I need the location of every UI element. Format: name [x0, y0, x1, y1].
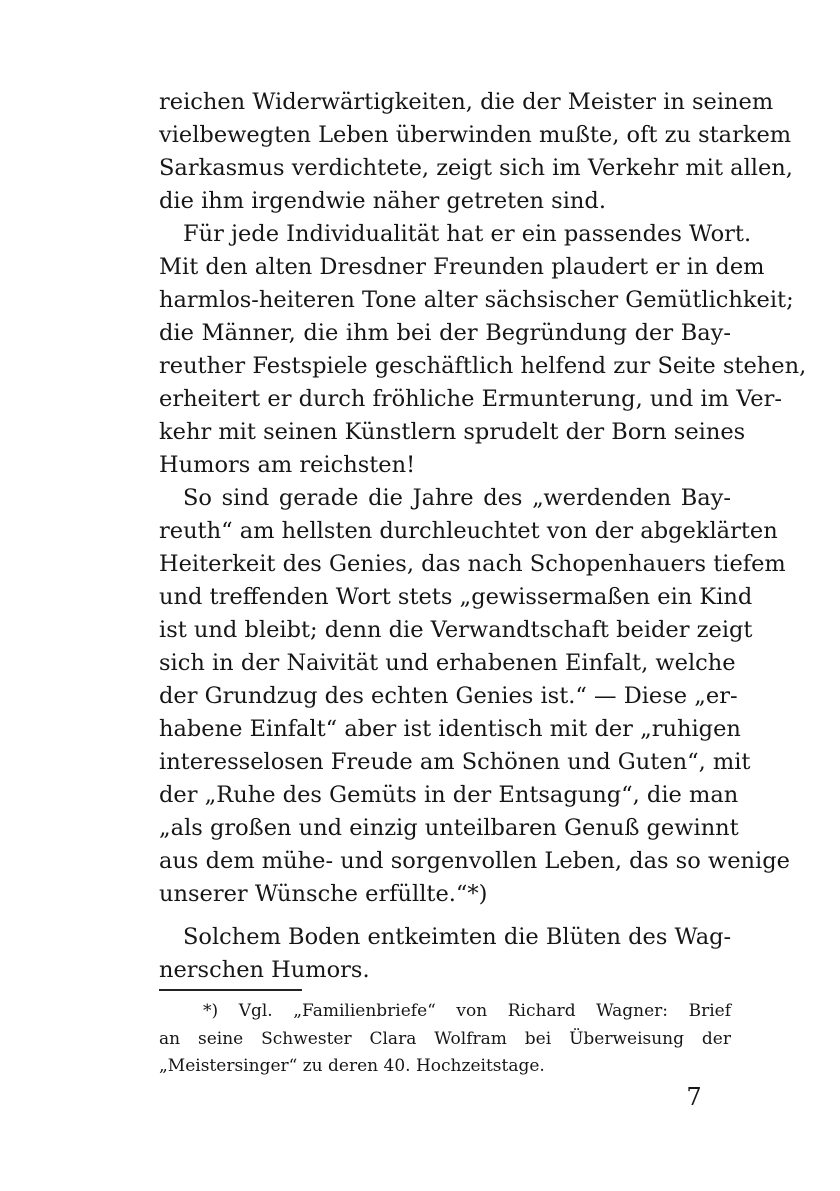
text-line: reichen Widerwärtigkeiten, die der Meister in seinem: [159, 89, 774, 115]
text-line: vielbewegten Leben überwinden mußte, oft zu starkem: [159, 122, 792, 148]
text-line: und treffenden Wort stets „gewissermaßen ein Kind: [159, 584, 753, 610]
text-line: harmlos-heiteren Tone alter sächsischer Gemütlichkeit;: [159, 287, 794, 313]
text-line: Solchem Boden entkeimten die Blüten des Wag-: [183, 924, 732, 950]
text-line: der Grundzug des echten Genies ist.“ — Diese „er-: [159, 683, 738, 709]
text-line: „als großen und einzig unteilbaren Genuß gewinnt: [159, 815, 739, 841]
text-line: Humors am reichsten!: [159, 452, 416, 478]
text-line: ist und bleibt; denn die Verwandtschaft beider zeigt: [159, 617, 753, 643]
text-line: sich in der Naivität und erhabenen Einfalt, welche: [159, 650, 736, 676]
text-line: reuth“ am hellsten durchleuchtet von der abgeklärten: [159, 518, 778, 544]
paragraph-1: [159, 86, 793, 218]
text-line: interesselosen Freude am Schönen und Guten“, mit: [159, 749, 751, 775]
text-line: reuther Festspiele geschäftlich helfend zur Seite stehen,: [159, 353, 807, 379]
main-text: [159, 86, 807, 987]
text-line: kehr mit seinen Künstlern sprudelt der Born seines: [159, 419, 746, 445]
text-line: aus dem mühe- und sorgenvollen Leben, das so wenige: [159, 848, 790, 874]
text-line: Sarkasmus verdichtete, zeigt sich im Verkehr mit allen,: [159, 155, 793, 181]
text-line: nerschen Humors.: [159, 957, 370, 983]
footnote-line: an seine Schwester Clara Wolfram bei Überweisung der: [159, 1028, 731, 1049]
page-number: 7: [686, 1083, 702, 1111]
footnote-rule: [159, 989, 302, 991]
footnote-line: „Meistersinger“ zu deren 40. Hochzeitstage.: [159, 1056, 545, 1076]
text-line: die ihm irgendwie näher getreten sind.: [159, 188, 606, 214]
text-line: erheitert er durch fröhliche Ermunterung, und im Ver-: [159, 386, 782, 412]
text-line: Mit den alten Dresdner Freunden plaudert er in dem: [159, 254, 765, 280]
text-line: unserer Wünsche erfüllte.“*): [159, 881, 488, 907]
footnote-line: *) Vgl. „Familienbriefe“ von Richard Wagner: Brief: [203, 1001, 731, 1021]
paragraph-spacer: [159, 911, 731, 921]
paragraph-4: [159, 921, 731, 987]
text-line: So sind gerade die Jahre des „werdenden Bay-: [183, 485, 731, 511]
text-line: habene Einfalt“ aber ist identisch mit der „ruhigen: [159, 716, 741, 742]
paragraph-3: [159, 482, 790, 911]
text-line: die Männer, die ihm bei der Begründung der Bay-: [159, 320, 731, 346]
text-line: Heiterkeit des Genies, das nach Schopenhauers tiefem: [159, 551, 786, 577]
paragraph-2: [159, 218, 807, 482]
text-line: Für jede Individualität hat er ein passendes Wort.: [183, 221, 752, 247]
text-line: der „Ruhe des Gemüts in der Entsagung“, die man: [159, 782, 739, 808]
footnote: [159, 998, 731, 1081]
